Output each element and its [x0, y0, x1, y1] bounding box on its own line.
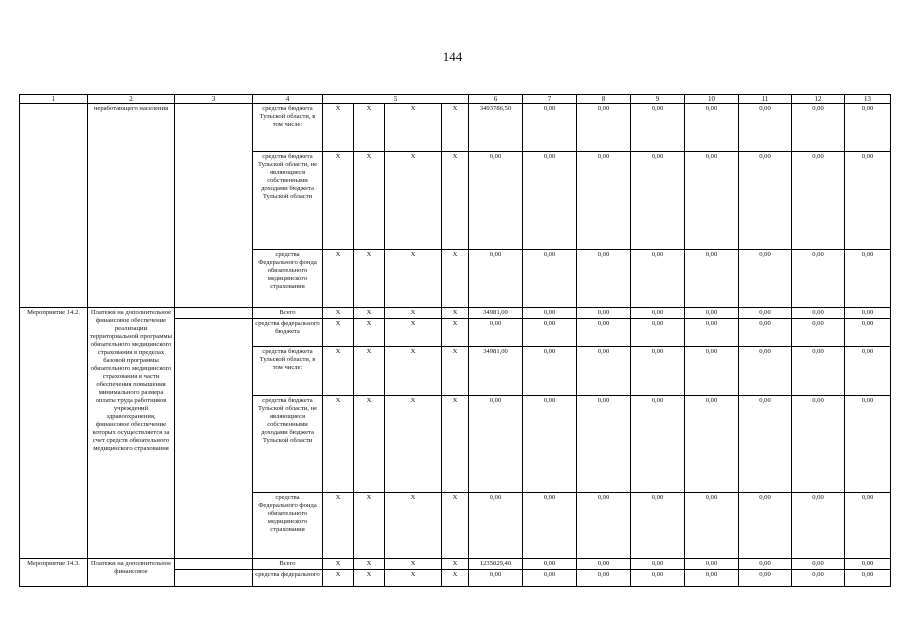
value-cell: 0,00 [523, 570, 577, 587]
col3-cell [175, 104, 253, 308]
x-cell: X [354, 319, 385, 347]
value-cell: 0,00 [577, 396, 631, 493]
value-cell: 0,00 [685, 559, 739, 570]
value-cell: 0,00 [685, 104, 739, 152]
value-cell: 0,00 [577, 152, 631, 250]
x-cell: X [354, 570, 385, 587]
x-cell: X [442, 559, 469, 570]
value-cell: 0,00 [739, 104, 792, 152]
value-cell: 0,00 [577, 493, 631, 559]
x-cell: X [354, 152, 385, 250]
header-row [20, 95, 891, 104]
x-cell: X [385, 319, 442, 347]
col3-cell [175, 319, 253, 559]
x-cell: X [323, 308, 354, 319]
x-cell: X [385, 347, 442, 396]
value-cell: 3493786,50 [469, 104, 523, 152]
value-cell: 0,00 [739, 319, 792, 347]
value-cell: 0,00 [792, 570, 845, 587]
budget-table [19, 94, 891, 587]
value-cell: 0,00 [523, 308, 577, 319]
value-cell: 0,00 [631, 347, 685, 396]
source-cell: средства бюджета Тульской области, в том числе: [253, 104, 323, 152]
value-cell: 34981,00 [469, 308, 523, 319]
value-cell: 0,00 [739, 250, 792, 308]
value-cell: 0,00 [845, 250, 891, 308]
x-cell: X [354, 493, 385, 559]
value-cell: 0,00 [631, 559, 685, 570]
x-cell: X [323, 347, 354, 396]
value-cell: 0,00 [685, 308, 739, 319]
col3-cell [175, 570, 253, 587]
value-cell: 34981,00 [469, 347, 523, 396]
value-cell: 0,00 [739, 559, 792, 570]
x-cell: X [385, 559, 442, 570]
measure-cell: Мероприятие 14.3. [20, 559, 88, 587]
source-cell: средства бюджета Тульской области, не являющиеся собственными доходами бюджета Тульской области [253, 152, 323, 250]
value-cell: 0,00 [739, 570, 792, 587]
value-cell: 0,00 [685, 396, 739, 493]
value-cell: 0,00 [739, 396, 792, 493]
value-cell: 0,00 [631, 104, 685, 152]
x-cell: X [385, 250, 442, 308]
value-cell: 0,00 [792, 152, 845, 250]
header-cell: 2 [88, 95, 175, 104]
measure-cell [20, 104, 88, 308]
value-cell: 0,00 [469, 319, 523, 347]
source-cell: Всего [253, 308, 323, 319]
value-cell: 0,00 [577, 250, 631, 308]
value-cell: 0,00 [631, 250, 685, 308]
value-cell: 0,00 [631, 308, 685, 319]
x-cell: X [442, 250, 469, 308]
header-cell: 7 [523, 95, 577, 104]
x-cell: X [385, 152, 442, 250]
source-cell: средства федерального бюджета [253, 319, 323, 347]
description-cell: Платежи на дополнительное финансовое обеспечение реализации территориальной программы обязательного медицинского страхования в пределах базовой программы обязательного медицинского страхования в части обеспечения повышения минимального размера оплаты труда работников учреждений здравоохранения, финансовое обеспечение которых осуществляется за счет средств обязательного медицинского страхования [88, 308, 175, 559]
source-cell: средства бюджета Тульской области, не являющиеся собственными доходами бюджета Тульской области [253, 396, 323, 493]
value-cell: 0,00 [792, 396, 845, 493]
x-cell: X [354, 347, 385, 396]
value-cell: 0,00 [739, 152, 792, 250]
value-cell: 1235029,40 [469, 559, 523, 570]
header-cell: 9 [631, 95, 685, 104]
value-cell: 0,00 [577, 570, 631, 587]
value-cell: 0,00 [523, 104, 577, 152]
x-cell: X [442, 347, 469, 396]
x-cell: X [442, 396, 469, 493]
x-cell: X [323, 319, 354, 347]
value-cell: 0,00 [739, 347, 792, 396]
header-cell: 6 [469, 95, 523, 104]
col3-cell [175, 308, 253, 319]
value-cell: 0,00 [469, 152, 523, 250]
header-cell: 5 [323, 95, 469, 104]
value-cell: 0,00 [792, 493, 845, 559]
value-cell: 0,00 [577, 308, 631, 319]
value-cell: 0,00 [523, 559, 577, 570]
x-cell: X [385, 104, 442, 152]
value-cell: 0,00 [685, 570, 739, 587]
value-cell: 0,00 [792, 319, 845, 347]
x-cell: X [442, 493, 469, 559]
header-cell: 1 [20, 95, 88, 104]
value-cell: 0,00 [685, 347, 739, 396]
x-cell: X [323, 570, 354, 587]
x-cell: X [323, 396, 354, 493]
x-cell: X [354, 396, 385, 493]
header-cell: 13 [845, 95, 891, 104]
source-cell: средства бюджета Тульской области, в том числе: [253, 347, 323, 396]
x-cell: X [323, 250, 354, 308]
header-cell: 10 [685, 95, 739, 104]
value-cell: 0,00 [631, 570, 685, 587]
x-cell: X [323, 493, 354, 559]
x-cell: X [323, 559, 354, 570]
value-cell: 0,00 [577, 319, 631, 347]
value-cell: 0,00 [845, 396, 891, 493]
value-cell: 0,00 [845, 104, 891, 152]
value-cell: 0,00 [792, 308, 845, 319]
value-cell: 0,00 [792, 559, 845, 570]
table-row [20, 559, 891, 570]
header-cell: 11 [739, 95, 792, 104]
value-cell: 0,00 [523, 396, 577, 493]
x-cell: X [442, 308, 469, 319]
x-cell: X [385, 308, 442, 319]
source-cell: средства Федерального фонда обязательного медицинского страхования [253, 250, 323, 308]
value-cell: 0,00 [685, 493, 739, 559]
description-cell: неработающего населения [88, 104, 175, 308]
table-row [20, 308, 891, 319]
header-cell: 4 [253, 95, 323, 104]
x-cell: X [354, 250, 385, 308]
x-cell: X [385, 493, 442, 559]
value-cell: 0,00 [577, 347, 631, 396]
x-cell: X [442, 319, 469, 347]
x-cell: X [354, 559, 385, 570]
source-cell: средства федерального [253, 570, 323, 587]
value-cell: 0,00 [792, 250, 845, 308]
value-cell: 0,00 [685, 319, 739, 347]
x-cell: X [323, 104, 354, 152]
value-cell: 0,00 [845, 493, 891, 559]
x-cell: X [442, 152, 469, 250]
value-cell: 0,00 [469, 250, 523, 308]
value-cell: 0,00 [631, 319, 685, 347]
value-cell: 0,00 [523, 493, 577, 559]
value-cell: 0,00 [523, 347, 577, 396]
value-cell: 0,00 [685, 152, 739, 250]
table-row [20, 104, 891, 152]
x-cell: X [354, 308, 385, 319]
measure-cell: Мероприятие 14.2. [20, 308, 88, 559]
value-cell: 0,00 [792, 347, 845, 396]
x-cell: X [385, 396, 442, 493]
value-cell: 0,00 [631, 493, 685, 559]
header-cell: 3 [175, 95, 253, 104]
x-cell: X [354, 104, 385, 152]
value-cell: 0,00 [845, 559, 891, 570]
value-cell: 0,00 [845, 152, 891, 250]
source-cell: средства Федерального фонда обязательного медицинского страхования [253, 493, 323, 559]
x-cell: X [323, 152, 354, 250]
value-cell: 0,00 [685, 250, 739, 308]
value-cell: 0,00 [523, 152, 577, 250]
value-cell: 0,00 [577, 104, 631, 152]
value-cell: 0,00 [845, 347, 891, 396]
value-cell: 0,00 [739, 493, 792, 559]
description-cell: Платежи на дополнительное финансовое [88, 559, 175, 587]
value-cell: 0,00 [469, 493, 523, 559]
col3-cell [175, 559, 253, 570]
value-cell: 0,00 [631, 396, 685, 493]
value-cell: 0,00 [739, 308, 792, 319]
value-cell: 0,00 [845, 570, 891, 587]
x-cell: X [442, 104, 469, 152]
value-cell: 0,00 [523, 250, 577, 308]
value-cell: 0,00 [577, 559, 631, 570]
value-cell: 0,00 [792, 104, 845, 152]
value-cell: 0,00 [631, 152, 685, 250]
header-cell: 8 [577, 95, 631, 104]
page-number: 144 [442, 49, 463, 64]
value-cell: 0,00 [845, 308, 891, 319]
value-cell: 0,00 [469, 396, 523, 493]
value-cell: 0,00 [523, 319, 577, 347]
x-cell: X [385, 570, 442, 587]
source-cell: Всего [253, 559, 323, 570]
value-cell: 0,00 [845, 319, 891, 347]
value-cell: 0,00 [469, 570, 523, 587]
header-cell: 12 [792, 95, 845, 104]
x-cell: X [442, 570, 469, 587]
